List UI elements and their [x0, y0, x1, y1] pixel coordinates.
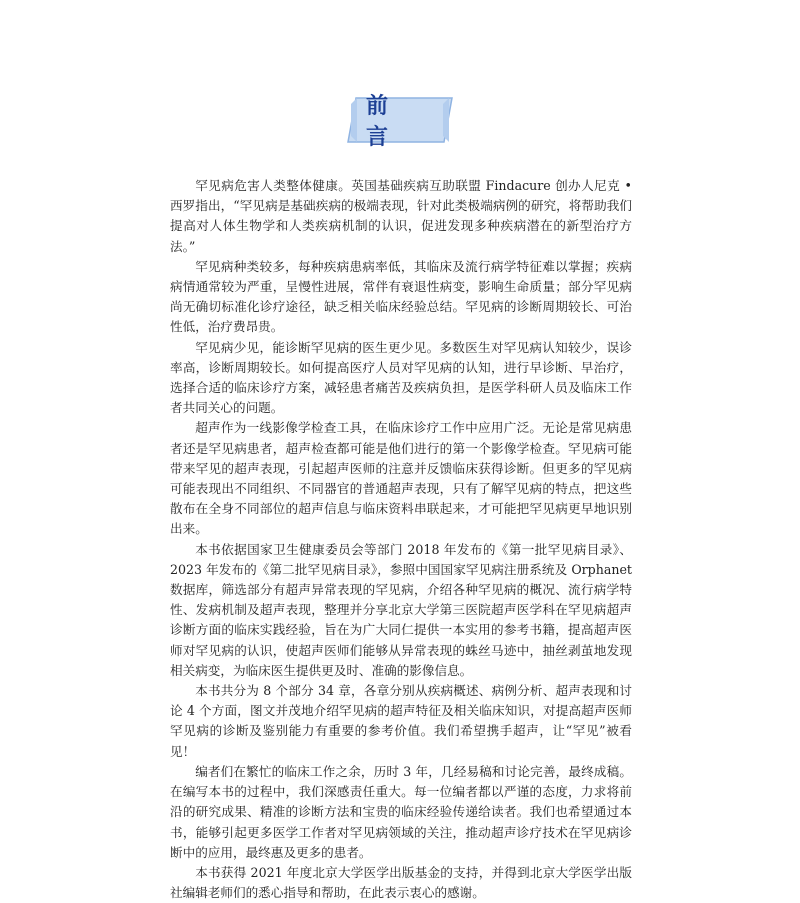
paragraph: 本书共分为 8 个部分 34 章，各章分别从疾病概述、病例分析、超声表现和讨论 4 个方面，图文并茂地介绍罕见病的超声特征及相关临床知识，对提高超声医师罕见病的诊断及鉴别能力有重要的参考价值。我们希望携手超声，让“罕见”被看见！ [170, 683, 632, 759]
paragraph: 编者们在繁忙的临床工作之余，历时 3 年，几经易稿和讨论完善，最终成稿。在编写本书的过程中，我们深感责任重大。每一位编者都以严谨的态度，力求将前沿的研究成果、精准的诊断方法和宝贵的临床经验传递给读者。我们也希望通过本书，能够引起更多医学工作者对罕见病领域的关注，推动超声诊疗技术在罕见病诊断中的应用，最终惠及更多的患者。 [170, 763, 632, 860]
preface-body [170, 176, 632, 903]
title-area [0, 94, 800, 150]
paragraph: 本书获得 2021 年度北京大学医学出版基金的支持，并得到北京大学医学出版社编辑老师们的悉心指导和帮助，在此表示衷心的感谢。 [170, 864, 632, 901]
paragraph: 罕见病种类较多，每种疾病患病率低，其临床及流行病学特征难以掌握；疾病病情通常较为严重，呈慢性进展，常伴有衰退性病变，影响生命质量；部分罕见病尚无确切标准化诊疗途径，缺乏相关临床经验总结。罕见病的诊断周期较长、可治性低，治疗费昂贵。 [170, 258, 632, 335]
paragraph: 超声作为一线影像学检查工具，在临床诊疗工作中应用广泛。无论是常见病患者还是罕见病患者，超声检查都可能是他们进行的第一个影像学检查。罕见病可能带来罕见的超声表现，引起超声医师的注意并反馈临床获得诊断。但更多的罕见病可能表现出不同组织、不同器官的普通超声表现，只有了解罕见病的特点，把这些散布在全身不同部位的超声信息与临床资料串联起来，才可能把罕见病更早地识别出来。 [170, 420, 632, 537]
paragraph: 本书依据国家卫生健康委员会等部门 2018 年发布的《第一批罕见病目录》、2023 年发布的《第二批罕见病目录》，参照中国国家罕见病注册系统及 Orphanet 数据库，筛选部分有超声异常表现的罕见病，介绍各种罕见病的概况、流行病学特性、发病机制及超声表现，整理并分享北京大学第三医院超声医学科在罕见病超声诊断方面的临床实践经验，旨在为广大同仁提供一本实用的参考书籍，提高超声医师对罕见病的认识，使超声医师们能够从异常表现的蛛丝马迹中，抽丝剥茧地发现相关病变，为临床医生提供更及时、准确的影像信息。 [170, 541, 632, 678]
paragraph: 罕见病危害人类整体健康。英国基础疾病互助联盟 Findacure 创办人尼克 • 西罗指出，“罕见病是基础疾病的极端表现，针对此类极端病例的研究，将帮助我们提高对人体生物学和人类疾病机制的认识，促进发现多种疾病潜在的新型治疗方法。” [170, 178, 632, 254]
title-badge [348, 94, 452, 150]
paragraph: 罕见病少见，能诊断罕见病的医生更少见。多数医生对罕见病认知较少，误诊率高，诊断周期较长。如何提高医疗人员对罕见病的认知，进行早诊断、早治疗，选择合适的临床诊疗方案，减轻患者痛苦及疾病负担，是医学科研人员及临床工作者共同关心的问题。 [170, 339, 632, 416]
page-title: 前 言 [366, 94, 407, 150]
